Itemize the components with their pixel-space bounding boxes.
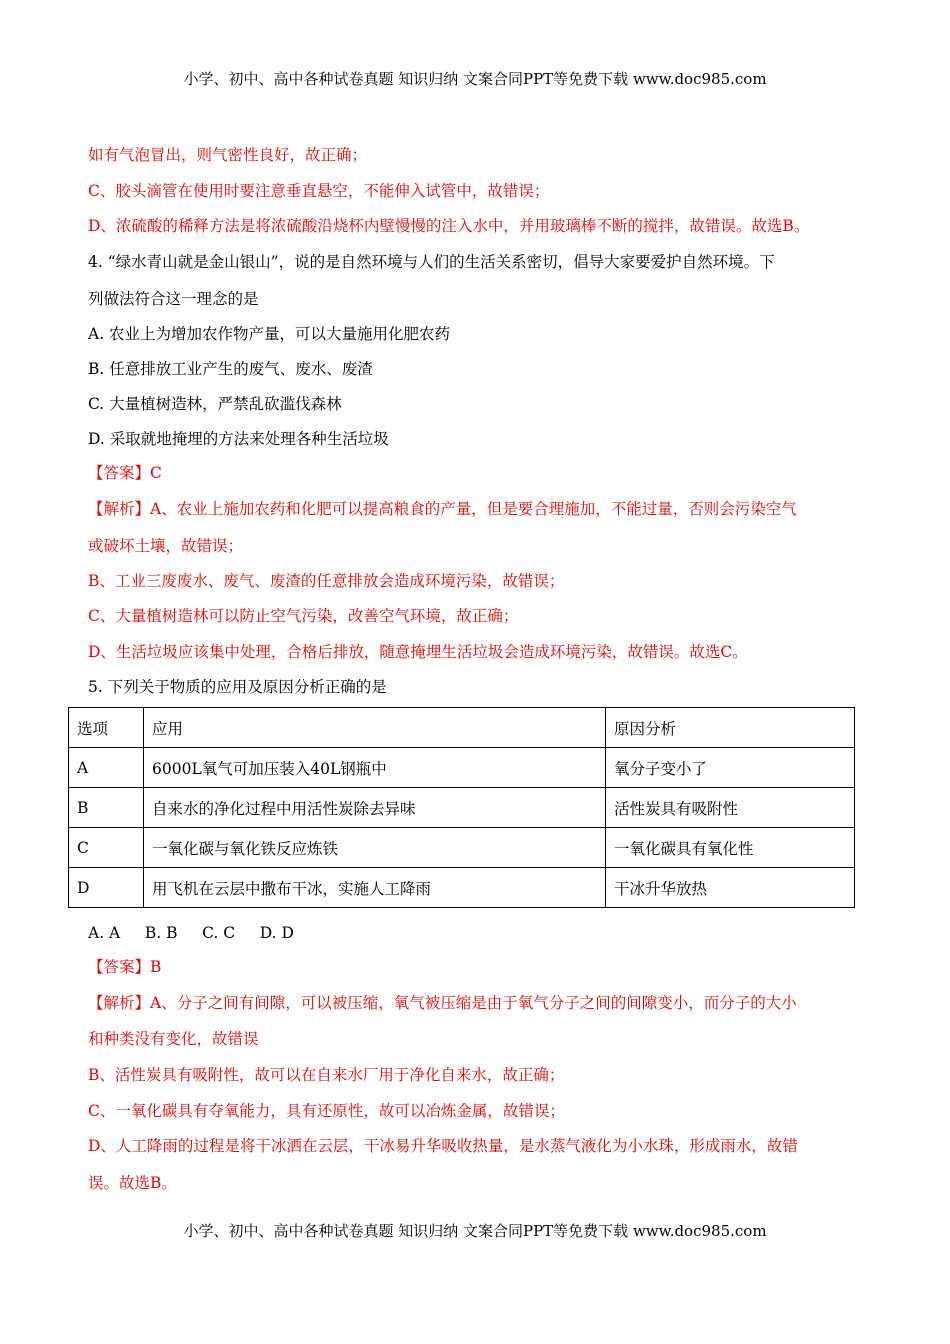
table-row (69, 788, 855, 828)
table-cell: 氧分子变小了 (606, 748, 855, 788)
table-cell: B (69, 788, 144, 828)
q3-analysis-line: 如有气泡冒出，则气密性良好，故正确； (88, 146, 368, 164)
q3-analysis-line: C、胶头滴管在使用时要注意垂直悬空，不能伸入试管中，故错误； (88, 182, 550, 200)
table-cell: D (69, 868, 144, 908)
answer-value: B (150, 958, 162, 976)
q5-analysis-line: D、人工降雨的过程是将干冰洒在云层，干冰易升华吸收热量，是水蒸气液化为小水珠，形成雨水，故错 (88, 1137, 798, 1155)
q4-analysis-line: 或破坏土壤，故错误； (88, 537, 244, 555)
q4-stem-cont: 列做法符合这一理念的是 (88, 290, 259, 308)
q4-option-b: B. 任意排放工业产生的废气、废水、废渣 (88, 360, 373, 378)
q5-analysis-line: 和种类没有变化，故错误 (88, 1030, 259, 1048)
answer-value: C (150, 464, 162, 482)
q3-analysis-line: D、浓硫酸的稀释方法是将浓硫酸沿烧杯内壁慢慢的注入水中，并用玻璃棒不断的搅拌，故错误。故选B。 (88, 217, 810, 235)
page-footer: 小学、初中、高中各种试卷真题 知识归纳 文案合同PPT等免费下载 www.doc985.com (183, 1222, 767, 1240)
table-cell: 活性炭具有吸附性 (606, 788, 855, 828)
table-cell: A (69, 748, 144, 788)
q4-analysis-line: C、大量植树造林可以防止空气污染，改善空气环境，故正确； (88, 607, 519, 625)
q5-stem: 5. 下列关于物质的应用及原因分析正确的是 (88, 678, 387, 696)
table-cell: 一氧化碳与氧化铁反应炼铁 (144, 828, 606, 868)
q5-table (68, 707, 855, 908)
analysis-tag: 【解析】 (88, 500, 151, 518)
q5-choices: A. A B. B C. C D. D (88, 924, 294, 942)
analysis-text: A、分子之间有间隙，可以被压缩，氧气被压缩是由于氧气分子之间的间隙变小，而分子的大小 (150, 994, 797, 1012)
q5-answer (88, 957, 161, 977)
q5-analysis-line: B、活性炭具有吸附性，故可以在自来水厂用于净化自来水，故正确； (88, 1066, 565, 1084)
answer-tag: 【答案】 (88, 464, 151, 482)
q4-answer (88, 463, 162, 483)
answer-tag: 【答案】 (88, 958, 151, 976)
analysis-text: A、农业上施加农药和化肥可以提高粮食的产量，但是要合理施加，不能过量，否则会污染空气 (150, 500, 797, 518)
q4-analysis-line: B、工业三废废水、废气、废渣的任意排放会造成环境污染，故错误； (88, 572, 565, 590)
q5-analysis-first (88, 993, 797, 1013)
analysis-tag: 【解析】 (88, 994, 151, 1012)
q5-analysis-line: 误。故选B。 (88, 1174, 177, 1192)
q4-stem: 4. “绿水青山就是金山银山”，说的是自然环境与人们的生活关系密切，倡导大家要爱护自然环境。下 (88, 253, 775, 271)
table-header-cell: 选项 (69, 708, 144, 748)
page-header: 小学、初中、高中各种试卷真题 知识归纳 文案合同PPT等免费下载 www.doc985.com (183, 70, 767, 88)
table-row (69, 748, 855, 788)
table-cell: 6000L氧气可加压装入40L钢瓶中 (144, 748, 606, 788)
table-cell: 一氧化碳具有氧化性 (606, 828, 855, 868)
table-cell: C (69, 828, 144, 868)
table-header-cell: 应用 (144, 708, 606, 748)
table-header-cell: 原因分析 (606, 708, 855, 748)
q5-analysis-line: C、一氧化碳具有夺氧能力，具有还原性，故可以冶炼金属，故错误； (88, 1102, 565, 1120)
table-header-row (69, 708, 855, 748)
table-cell: 用飞机在云层中撒布干冰，实施人工降雨 (144, 868, 606, 908)
q4-option-a: A. 农业上为增加农作物产量，可以大量施用化肥农药 (88, 325, 451, 343)
table-row (69, 828, 855, 868)
table-row (69, 868, 855, 908)
q4-option-d: D. 采取就地掩埋的方法来处理各种生活垃圾 (88, 430, 389, 448)
table-cell: 干冰升华放热 (606, 868, 855, 908)
q4-analysis-first (88, 499, 797, 519)
table-cell: 自来水的净化过程中用活性炭除去异味 (144, 788, 606, 828)
q4-analysis-line: D、生活垃圾应该集中处理，合格后排放，随意掩埋生活垃圾会造成环境污染，故错误。故选C。 (88, 643, 748, 661)
q4-option-c: C. 大量植树造林，严禁乱砍滥伐森林 (88, 395, 342, 413)
